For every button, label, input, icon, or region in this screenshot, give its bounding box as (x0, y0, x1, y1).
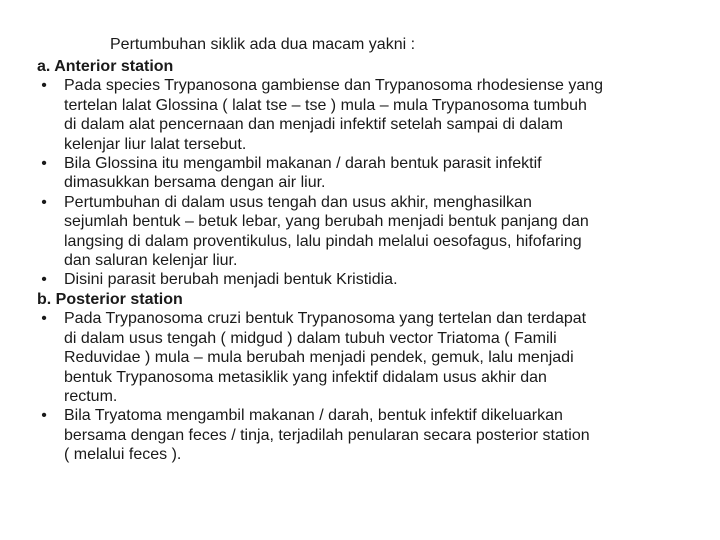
item-line: dimasukkan bersama dengan air liur. (64, 174, 326, 192)
bullet-icon: • (41, 77, 47, 95)
item-line: Bila Tryatoma mengambil makanan / darah, bentuk infektif dikeluarkan (64, 407, 563, 425)
item-line: Reduvidae ) mula – mula berubah menjadi pendek, gemuk, lalu menjadi (64, 349, 574, 367)
bullet-icon: • (41, 271, 47, 289)
bullet-icon: • (41, 310, 47, 328)
item-line: sejumlah bentuk – betuk lebar, yang berubah menjadi bentuk panjang dan (64, 213, 589, 231)
intro-text: Pertumbuhan siklik ada dua macam yakni : (110, 36, 416, 53)
list-item (37, 76, 697, 154)
item-line: kelenjar liur lalat tersebut. (64, 135, 247, 153)
item-line: di dalam alat pencernaan dan menjadi infektif setelah sampai di dalam (64, 116, 563, 134)
item-line: di dalam usus tengah ( midgud ) dalam tubuh vector Triatoma ( Famili (64, 329, 557, 347)
item-line: rectum. (64, 387, 118, 405)
item-line: Pada species Trypanosona gambiense dan Trypanosoma rhodesiense yang (64, 77, 604, 95)
list-item (37, 154, 697, 193)
item-line: bentuk Trypanosoma metasiklik yang infektif didalam usus akhir dan (64, 368, 547, 386)
item-line: langsing di dalam proventikulus, lalu pindah melalui oesofagus, hifofaring (64, 232, 582, 250)
bullet-icon: • (41, 155, 47, 173)
list-item (37, 270, 697, 289)
list-item (37, 406, 697, 464)
bullet-icon: • (41, 193, 47, 211)
list-item (37, 309, 697, 406)
item-line: Bila Glossina itu mengambil makanan / darah bentuk parasit infektif (64, 155, 542, 173)
item-line: tertelan lalat Glossina ( lalat tse – tse ) mula – mula Trypanosoma tumbuh (64, 96, 587, 114)
list-item (37, 193, 697, 271)
item-line: bersama dengan feces / tinja, terjadilah penularan secara posterior station (64, 426, 590, 444)
item-line: Disini parasit berubah menjadi bentuk Kristidia. (64, 271, 398, 289)
anterior-list (37, 76, 697, 289)
section-heading-anterior: a. Anterior station (37, 58, 174, 75)
item-line: Pada Trypanosoma cruzi bentuk Trypanosoma yang tertelan dan terdapat (64, 310, 587, 328)
item-line: Pertumbuhan di dalam usus tengah dan usus akhir, menghasilkan (64, 193, 532, 211)
slide-content (37, 57, 697, 465)
section-heading-posterior: b. Posterior station (37, 290, 183, 308)
posterior-list (37, 309, 697, 464)
bullet-icon: • (41, 407, 47, 425)
item-line: dan saluran kelenjar liur. (64, 252, 238, 270)
item-line: ( melalui feces ). (64, 446, 182, 464)
